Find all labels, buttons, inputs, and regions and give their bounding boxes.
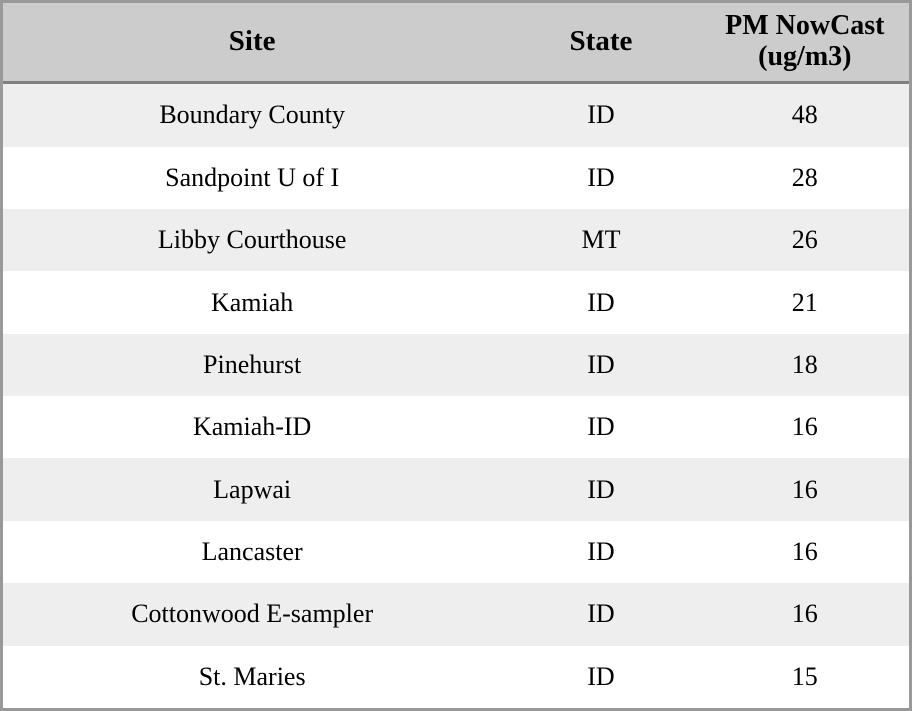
column-header-site: Site — [3, 3, 501, 82]
table-row — [3, 583, 909, 645]
cell-value: 21 — [791, 287, 818, 317]
cell-site: Libby Courthouse — [157, 225, 347, 255]
table-row — [3, 209, 909, 271]
cell-value: 48 — [791, 100, 818, 130]
table-row — [3, 271, 909, 333]
table-row — [3, 458, 909, 520]
cell-site: Boundary County — [159, 100, 345, 130]
cell-state: ID — [587, 287, 615, 317]
table-row — [3, 521, 909, 583]
cell-state: MT — [581, 225, 621, 255]
cell-value: 26 — [791, 225, 818, 255]
cell-state: ID — [587, 599, 615, 629]
cell-value: 18 — [791, 349, 818, 379]
cell-value: 15 — [791, 661, 818, 691]
cell-site: Cottonwood E-sampler — [131, 599, 374, 629]
cell-site: St. Maries — [198, 661, 306, 691]
cell-value: 16 — [791, 599, 818, 629]
table-header-row — [3, 3, 909, 82]
cell-state: ID — [587, 100, 615, 130]
table-body — [3, 82, 909, 708]
cell-state: ID — [587, 412, 615, 442]
cell-site: Lapwai — [213, 474, 292, 504]
table-row — [3, 646, 909, 708]
cell-value: 16 — [791, 537, 818, 566]
cell-value: 28 — [791, 162, 818, 192]
pm-nowcast-table — [3, 3, 909, 708]
column-header-state: State — [501, 3, 700, 82]
table-row — [3, 82, 909, 146]
cell-site: Sandpoint U of I — [165, 162, 340, 192]
cell-site: Kamiah-ID — [192, 412, 312, 442]
cell-state: ID — [587, 474, 615, 504]
cell-site: Kamiah — [210, 287, 294, 317]
table-row — [3, 147, 909, 209]
column-header-pm-nowcast: PM NowCast (ug/m3) — [701, 3, 909, 82]
table-header — [3, 3, 909, 82]
cell-site: Lancaster — [201, 537, 303, 566]
cell-state: ID — [587, 349, 615, 379]
table-row — [3, 396, 909, 458]
table-row — [3, 334, 909, 396]
cell-value: 16 — [791, 412, 818, 442]
cell-state: ID — [587, 162, 615, 192]
cell-state: ID — [587, 537, 615, 566]
cell-value: 16 — [791, 474, 818, 504]
cell-site: Pinehurst — [203, 349, 302, 379]
cell-state: ID — [587, 661, 615, 691]
